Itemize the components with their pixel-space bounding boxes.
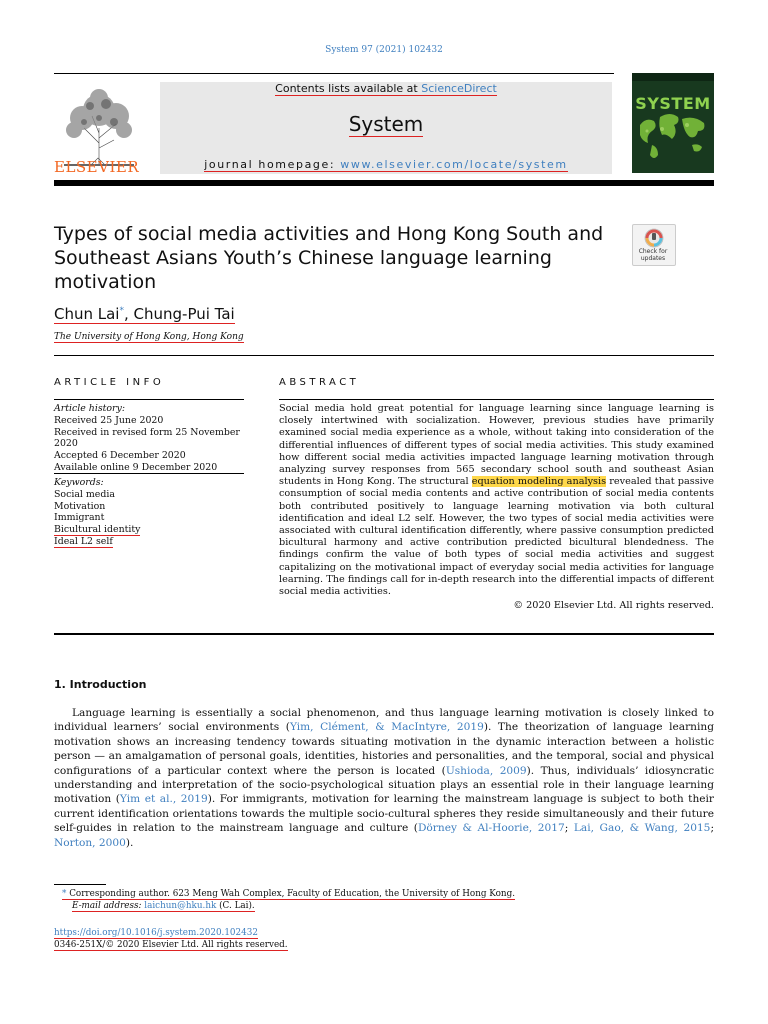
homepage-text — [204, 158, 568, 172]
doi-block — [54, 927, 288, 951]
intro-text-4: ). For immigrants, motivation for learning the mainstream language is subject to both their current identification orientations towards the multiple socio-cultural spheres they reside simultaneously and their future self-guides in relation to the mainstream language and culture ( — [54, 793, 714, 835]
check-for-updates-label — [632, 248, 674, 262]
sciencedirect-link[interactable]: ScienceDirect — [421, 82, 497, 95]
history-label: Article history: — [54, 403, 125, 414]
check-label-line1: Check for — [638, 248, 668, 255]
introduction-paragraph — [54, 706, 714, 850]
email-label: E-mail address: — [72, 901, 142, 911]
footnote — [54, 888, 515, 912]
citation-separator: ; — [710, 822, 715, 835]
journal-cover-image[interactable] — [632, 73, 714, 173]
world-map-icon — [632, 73, 714, 173]
divider — [54, 355, 714, 356]
footnote-corresponding — [62, 889, 515, 900]
footnote-mark[interactable]: * — [62, 889, 67, 899]
contents-line — [160, 82, 612, 95]
intro-text-5: ). — [125, 836, 134, 849]
keyword-item: Bicultural identity — [54, 524, 141, 536]
homepage-link[interactable]: www.elsevier.com/locate/system — [340, 158, 568, 171]
abstract-heading: ABSTRACT — [279, 377, 360, 388]
citation-link[interactable]: Norton, 2000 — [54, 836, 126, 849]
author-chun-lai[interactable]: Chun Lai — [54, 305, 120, 323]
introduction-heading: 1. Introduction — [54, 678, 147, 691]
history-received: Received 25 June 2020 — [54, 414, 164, 426]
citation-link[interactable]: Ushioda, 2009 — [445, 764, 527, 777]
email-suffix: (C. Lai). — [216, 901, 255, 911]
abstract-body — [279, 403, 714, 598]
history-revised: Received in revised form 25 November 2020 — [54, 426, 240, 450]
corresponding-author-mark[interactable]: * — [119, 306, 124, 316]
intro-text-1: Language learning is essentially a social phenomenon, and thus language learning motivation is closely linked to individual learners’ social environments ( — [54, 707, 714, 734]
divider — [54, 633, 714, 635]
check-label-line2: updates — [640, 255, 666, 262]
keywords-rule — [54, 473, 244, 474]
paper-title: Types of social media activities and Hong Kong South and Southeast Asians Youth’s Chinese language learning motivation — [54, 223, 604, 293]
article-history — [54, 403, 254, 474]
journal-reference-link[interactable]: System 97 (2021) 102432 — [325, 45, 443, 55]
contents-text — [275, 82, 497, 96]
affiliation-text: The University of Hong Kong, Hong Kong — [54, 332, 244, 342]
journal-homepage — [160, 158, 612, 171]
publisher-name: ELSEVIER — [54, 158, 140, 176]
abstract-part1: Social media hold great potential for language learning since language learning is closely intertwined with socialization. However, previous studies have primarily examined social media experience as a whole, without taking into consideration of the differential influences of different types of social media activities. This study examined how different social media activities impacted language learning motivation through analyzing survey responses from 565 secondary school south and southeast Asian students in Hong Kong. The structural — [279, 403, 714, 488]
contents-prefix: Contents lists available at — [275, 82, 422, 95]
keyword-item: Ideal L2 self — [54, 535, 113, 547]
citation-link[interactable]: Yim, Clément, & MacIntyre, 2019 — [289, 721, 484, 734]
header-rule — [54, 73, 614, 74]
author-chung-pui-tai[interactable]: Chung-Pui Tai — [133, 305, 235, 323]
header-thick-rule — [54, 180, 714, 186]
history-accepted: Accepted 6 December 2020 — [54, 450, 186, 462]
keywords — [54, 477, 254, 548]
journal-title[interactable] — [160, 112, 612, 136]
article-info-heading: ARTICLE INFO — [54, 377, 165, 388]
citation-link[interactable]: Yim et al., 2019 — [119, 793, 208, 806]
abstract-rule — [279, 399, 714, 400]
article-info-rule — [54, 399, 244, 400]
homepage-prefix: journal homepage: — [204, 158, 341, 171]
citation-link[interactable]: Lai, Gao, & Wang, 2015 — [573, 822, 711, 835]
history-online: Available online 9 December 2020 — [54, 461, 218, 473]
affiliation — [54, 332, 244, 342]
email-link[interactable]: laichun@hku.hk — [144, 901, 217, 911]
keyword-item: Immigrant — [54, 512, 105, 524]
citation-link[interactable]: Dörney & Al-Hoorie, 2017 — [417, 822, 565, 835]
abstract-part2: revealed that passive consumption of social media contents and active contribution of social media contents both contributed positively to language learning motivation via both cultural identification and ideal L2 self. However, the two types of social media activities were associated with cultural identification differently, where passive consumption predicted bicultural harmony and active contribution predicted bicultural blendedness. The findings confirm the value of both types of social media activities and suggest capitalizing on the motivational impact of everyday social media activities for language learning. The findings call for in-depth research into the differential impacts of different social media activities. — [279, 476, 714, 598]
journal-title-text[interactable]: System — [348, 112, 424, 136]
keyword-item: Motivation — [54, 500, 106, 512]
keywords-label: Keywords: — [54, 477, 104, 488]
intro-text-3: ). Thus, individuals’ idiosyncratic understanding and interpretation of the socio-psychological situation plays an essential role in their language learning motivation ( — [54, 764, 714, 806]
footnote-email-line — [72, 901, 255, 912]
abstract-copyright: © 2020 Elsevier Ltd. All rights reserved. — [513, 600, 714, 611]
abstract-highlight: equation modeling analysis — [471, 476, 607, 488]
intro-text-2: ). The theorization of language learning motivation shows an increasing tendency towards situating motivation in the dynamic interaction between a holistic person — an amalgamation of personal goals, identities, histories and personalities, and the temporal, social and physical configurations of a particular context where the person is located ( — [54, 721, 714, 777]
footnote-rule — [54, 884, 106, 885]
author-separator: , — [123, 305, 134, 323]
keyword-item: Social media — [54, 488, 115, 500]
author-names — [54, 305, 235, 324]
author-list — [54, 305, 235, 323]
footnote-text: Corresponding author. 623 Meng Wah Complex, Faculty of Education, the University of Hong Kong. — [66, 889, 516, 899]
citation-separator: ; — [564, 822, 574, 835]
cover-title: SYSTEM — [635, 94, 711, 113]
doi-link[interactable]: https://doi.org/10.1016/j.system.2020.102432 — [54, 928, 258, 938]
issn-line: 0346-251X/© 2020 Elsevier Ltd. All rights reserved. — [54, 940, 288, 950]
check-for-updates-icon — [633, 225, 675, 249]
journal-reference[interactable] — [0, 45, 768, 55]
